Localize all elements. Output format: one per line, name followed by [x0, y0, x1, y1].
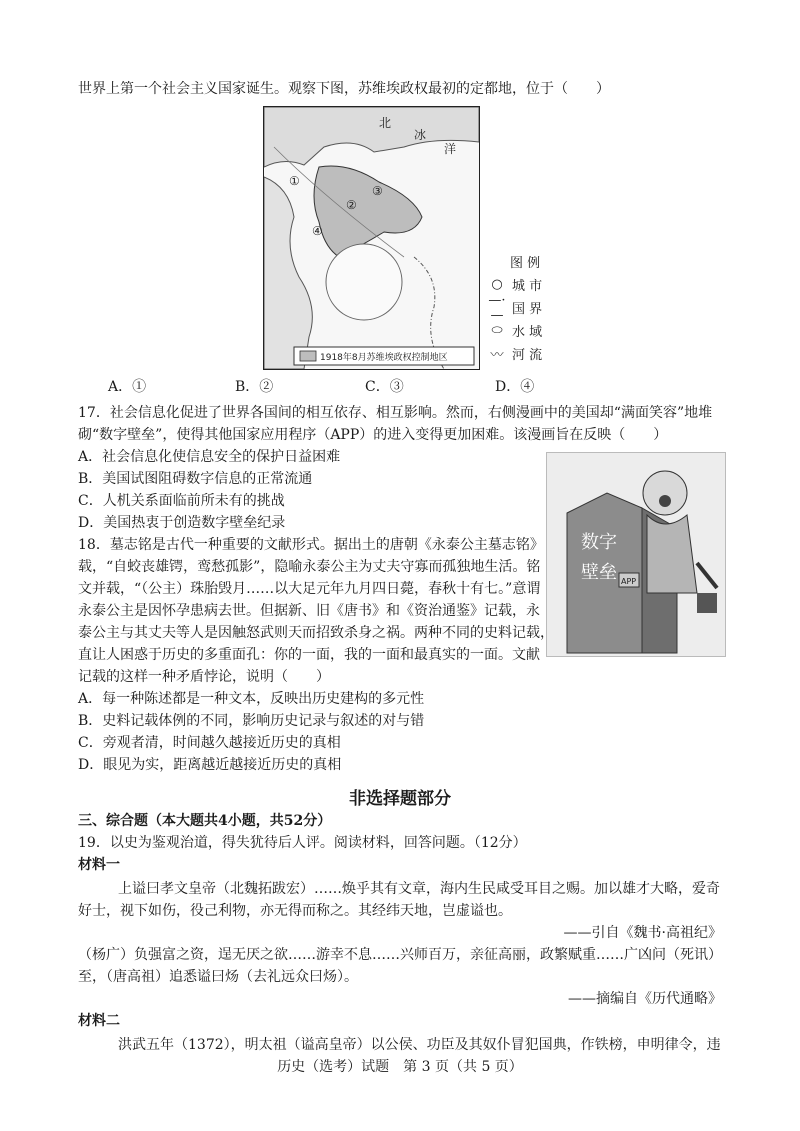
map-legend	[482, 250, 592, 365]
legend-city: ○ 城 市	[482, 273, 592, 296]
material-1-text2: 好士，视下如伤，役己利物，亦无得而称之。其经纬天地，岂虚谥也。	[78, 903, 512, 919]
water-icon: ⬭	[491, 323, 503, 338]
legend-river: 〰 河 流	[482, 342, 592, 365]
city-icon: ○	[491, 277, 503, 292]
q18-option-c[interactable]: C．旁观者清，时间越久越接近历史的真相	[78, 735, 341, 751]
q17-option-d[interactable]: D．美国热衷于创造数字壁垒纪录	[78, 515, 286, 531]
map-caption: 1918年8月苏维埃政权控制地区	[320, 353, 448, 363]
section-title: 非选择题部分	[349, 789, 451, 809]
section-heading: 三、综合题（本大题共4小题，共52分）	[78, 813, 332, 829]
q17-option-b[interactable]: B．美国试图阻碍数字信息的正常流通	[78, 471, 313, 487]
q16-stem: 世界上第一个社会主义国家诞生。观察下图，苏维埃政权最初的定都地，位于（ ）	[78, 81, 610, 97]
label-ocean: 洋	[444, 142, 457, 156]
app-label: APP	[621, 577, 637, 586]
material-1-text1: 上谥曰孝文皇帝（北魏拓跋宏）……焕乎其有文章，海内生民咸受耳目之赐。加以雄才大略，爱奇	[118, 881, 720, 897]
border-icon: —·—	[488, 292, 506, 323]
marker-4: ④	[312, 224, 323, 238]
q16-option-a[interactable]: A．①	[108, 379, 147, 395]
q17-stem-line1: 17．社会信息化促进了世界各国间的相互依存、相互影响。然而，右侧漫画中的美国却“满面笑容”地堆	[78, 405, 713, 421]
material-1-title: 材料一	[78, 857, 120, 873]
legend-water: ⬭ 水 域	[482, 319, 592, 342]
marker-3: ③	[372, 184, 383, 198]
q17-option-c[interactable]: C．人机关系面临前所未有的挑战	[78, 493, 285, 509]
material-2-text1: 洪武五年（1372），明太祖（谥高皇帝）以公侯、功臣及其奴仆冒犯国典，作铁榜，申明律令，违	[118, 1037, 721, 1053]
material-2-title: 材料二	[78, 1013, 120, 1029]
wall-text-1: 数字	[581, 532, 617, 553]
q18-line2: 载，“自蛟丧雄锷，鸾愁孤影”，隐喻永泰公主为丈夫守寡而孤独地生活。铭	[78, 559, 541, 575]
q18-option-d[interactable]: D．眼见为实，距离越近越接近历史的真相	[78, 757, 342, 773]
q18-line5: 泰公主与其丈夫等人是因触怒武则天而招致杀身之祸。两种不同的史料记载，	[78, 625, 554, 641]
map-drawing	[264, 107, 479, 369]
q18-option-a[interactable]: A．每一种陈述都是一种文本，反映出历史建构的多元性	[78, 691, 425, 707]
river-icon: 〰	[490, 348, 504, 363]
q18-option-b[interactable]: B．史料记载体例的不同，影响历史记录与叙述的对与错	[78, 713, 425, 729]
material-1-text3: （杨广）负强富之资，逞无厌之欲……游幸不息……兴师百万，亲征高丽，政繁赋重……广凶问（死讯）	[78, 947, 722, 963]
q18-line1: 18．墓志铭是古代一种重要的文献形式。据出土的唐朝《永泰公主墓志铭》	[78, 537, 544, 553]
label-ice: 冰	[414, 128, 427, 142]
q17-option-a[interactable]: A．社会信息化使信息安全的保护日益困难	[78, 449, 341, 465]
page-footer: 历史（选考）试题 第 3 页（共 5 页）	[277, 1059, 523, 1075]
q18-line6: 直让人困惑于历史的多重面孔：你的一面，我的一面和最真实的一面。文献	[78, 647, 540, 663]
q16-option-b[interactable]: B．②	[235, 379, 274, 395]
legend-border: —·— 国 界	[482, 296, 592, 319]
q19-stem: 19．以史为鉴观治道，得失犹待后人评。阅读材料，回答问题。（12分）	[78, 835, 527, 851]
marker-1: ①	[289, 174, 300, 188]
soviet-map	[263, 106, 480, 370]
q16-option-c[interactable]: C．③	[365, 379, 404, 395]
wall-text-2: 壁垒	[581, 562, 617, 583]
material-1-text4: 至，（唐高祖）追悉谥曰炀（去礼远众曰炀）。	[78, 969, 358, 985]
soviet-control-area	[314, 166, 422, 257]
digital-wall-cartoon	[546, 452, 726, 657]
q16-option-d[interactable]: D．④	[495, 379, 535, 395]
q18-line4: 永泰公主是因怀孕患病去世。但据新、旧《唐书》和《资治通鉴》记载，永	[78, 603, 540, 619]
lake-shape	[326, 244, 402, 320]
material-1-source: ——引自《魏书·高祖纪》	[563, 925, 722, 941]
q18-line3: 文并载，“（公主）珠胎毁月……以大足元年九月四日薨，春秋十有七。”意谓	[78, 581, 541, 597]
q17-stem-line2: 砌“数字壁垒”，使得其他国家应用程序（APP）的进入变得更加困难。该漫画旨在反映（ ）	[78, 427, 668, 443]
q18-line7: 记载的这样一种矛盾悖论，说明（ ）	[78, 669, 330, 685]
label-north: 北	[379, 116, 392, 130]
cartoon-drawing	[547, 453, 725, 656]
marker-2: ②	[346, 198, 357, 212]
legend-title: 图 例	[510, 256, 541, 271]
material-1-source2: ——摘编自《历代通略》	[568, 991, 722, 1007]
